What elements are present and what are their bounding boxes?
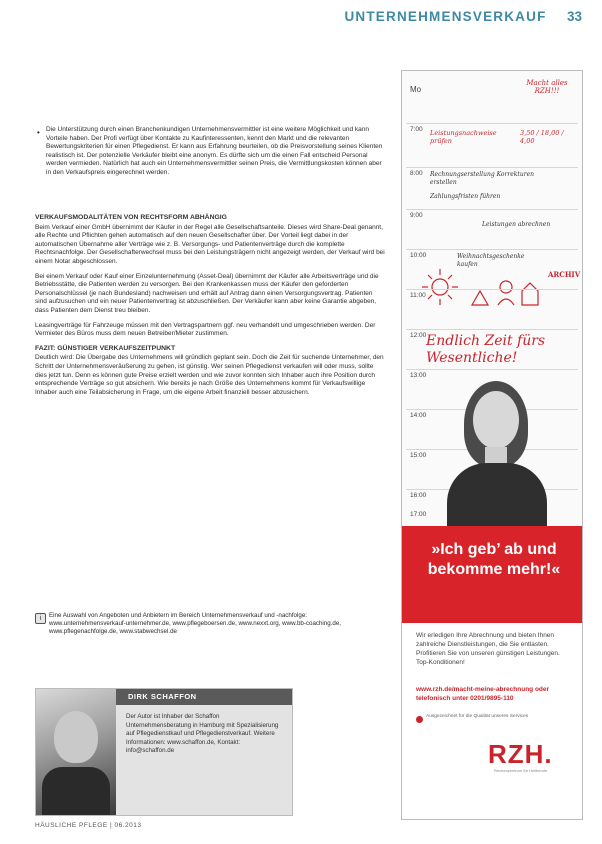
paragraph: Deutlich wird: Die Übergabe des Unternehmens will gründlich geplant sein. Doch die Zeit für suchende Unternehmer, den Schritt der Unternehmensveräußerung zu gehen, ist günstig. Wer seinen Pflegedienst verkaufen will oder muss, sollte dies jetzt tun. Denn es können gute Preise erzielt werden und wie zuvor konnten sich Inhaber auch ihre Position durch entsprechende Verträge so gut absichern. Wie bereits je nach Größe des Unternehmens kommt für Verkaufswillige Inhaber auch eine Teilabsicherung in Frage, um die eigene Arbeit finanziell besser abzusichern. xyxy=(35,354,384,396)
rzh-logo: RZH. xyxy=(488,739,553,769)
planner-line xyxy=(406,167,578,168)
ad-tagline: Endlich Zeit fürs Wesentliche! xyxy=(426,333,546,366)
paragraph: Leasingverträge für Fahrzeuge müssen mit den Vertragspartnern ggf. neu verhandelt und umgeschrieben werden. Der Vermieter des Büros muss dem neuen Betreiber/Mieter zustimmen. xyxy=(35,321,376,338)
advertisement xyxy=(401,70,583,820)
page-footer: HÄUSLICHE PFLEGE | 06.2013 xyxy=(35,822,142,829)
handwriting-red: Macht alles RZH!!! xyxy=(526,79,568,95)
ad-slogan-box xyxy=(402,526,582,623)
planner-line xyxy=(406,289,578,290)
planner-line xyxy=(406,369,578,370)
section-heading: VERKAUFSMODALITÄTEN VON RECHTSFORM ABHÄNGIG xyxy=(35,214,227,221)
page-number: 33 xyxy=(566,9,582,24)
time-label: 14:00 xyxy=(410,412,427,419)
time-label: 16:00 xyxy=(410,492,427,499)
time-label: 17:00 xyxy=(410,511,427,518)
info-text: Eine Auswahl von Angeboten und Anbietern im Bereich Unternehmensverkauf und -nachfolge: www.unternehmensverkauf-unternehmer.de, www.pflegeboersen.de, www.nexxt.org, www.bb-coaching.de, www.pflegenachfolge.de, www.stabwechsel.de xyxy=(49,612,341,636)
handwriting-note: Leistungsnachweise prüfen xyxy=(430,129,497,145)
time-label: 12:00 xyxy=(410,332,427,339)
seal-icon xyxy=(416,716,423,723)
article-intro xyxy=(46,126,386,184)
rzh-logo-subtitle: Rechenzentrum für Heilberufe xyxy=(494,768,548,773)
author-bio: Der Autor ist Inhaber der Schaffon Unternehmensberatung in Hamburg mit Spezialisierung auf Pflegedienstkauf und Pflegedienstverkauf. Weitere Informationen: www.schaffon.de, Kontakt: info@schaffon.de xyxy=(126,713,279,755)
time-label: 10:00 xyxy=(410,252,427,259)
woman-photo xyxy=(442,371,552,526)
info-icon: i xyxy=(35,613,46,624)
handwriting-note: Leistungen abrechnen xyxy=(482,221,551,228)
page-header xyxy=(260,8,582,26)
article-body xyxy=(35,214,385,403)
day-planner xyxy=(402,71,582,526)
archive-label: ARCHIV xyxy=(548,270,581,279)
bullet-paragraph: Die Unterstützung durch einen Branchenkundigen Unternehmensvermittler ist eine weitere Möglichkeit und kann Vorteile haben. Der Profi verfügt über Kontakte zu Kaufinteressenten, kennt den Markt und die relevanten Bewertungskriterien für einen Pflegedienst. Er kann aus Erfahrung beurteilen, ob die Preisvorstellung seines Klienten realistisch ist. Der potenzielle Verkäufer bleibt eine anonym. Es dürfte sich um die einen Fall entscheid Personal werden vermieden. Natürlich hat auch ein Unternehmensvermittler seinen Preis, die Vermittlungskosten können aber in den Verkaufspreis eingerechnet werden. xyxy=(46,126,383,176)
ad-url: www.rzh.de/macht-meine-abrechnung oder telefonisch unter 0201/9895-110 xyxy=(416,686,550,702)
planner-line xyxy=(406,123,578,124)
bullet-marker: • xyxy=(37,128,40,137)
author-name: DIRK SCHAFFON xyxy=(116,689,292,705)
time-label: 11:00 xyxy=(410,292,426,299)
planner-day: Mo xyxy=(410,85,422,94)
time-label: 9:00 xyxy=(410,212,423,219)
handwriting-note: Weihnachtsgeschenke kaufen xyxy=(457,253,525,268)
author-head xyxy=(54,711,98,763)
ad-body-text: Wir erledigen Ihre Abrechnung und bieten Ihnen zahlreiche Dienstleistungen, die Sie entlasten. Profitieren Sie von unseren günstigen Leistungen. Top-Konditionen! xyxy=(416,632,560,666)
paragraph: Bei einem Verkauf oder Kauf einer Einzelunternehmung (Asset-Deal) übernimmt der Käufer alle Arbeitsverträge und die Betriebsstätte, die Patienten werden zu versorgen. Bei den Krankenkassen muss der Käufer den geforderten Personalschlüssel (je nach Bundesland) nachweisen und erhält auf Antrag dann einen Versorgungsvertrag. Patienten sind aufzusuchen und ein neuer Patientenvertrag ist abzuschließen. Der Verkäufer kann aber keine Garantie abgeben, dass Patienten dem Dienst treu bleiben. xyxy=(35,272,379,314)
author-photo xyxy=(36,689,116,815)
author-box xyxy=(35,688,293,816)
info-box xyxy=(35,612,385,637)
time-label: 8:00 xyxy=(410,170,423,177)
section-title: UNTERNEHMENSVERKAUF xyxy=(344,9,547,24)
ad-slogan: »Ich geb’ ab und bekomme mehr!« xyxy=(427,541,561,578)
woman-face xyxy=(473,391,519,449)
handwriting-note: Rechnungserstellung Korrekturen erstellen xyxy=(430,171,534,186)
handwriting-note: Zahlungsfristen führen xyxy=(430,193,501,200)
time-label: 15:00 xyxy=(410,452,427,459)
time-label: 7:00 xyxy=(410,126,423,133)
section-heading: FAZIT: GÜNSTIGER VERKAUFSZEITPUNKT xyxy=(35,344,176,352)
handwriting-prices: 3,50 / 18,00 / 4,00 xyxy=(520,129,564,145)
paragraph: Beim Verkauf einer GmbH übernimmt der Käufer in der Regel alle Gesellschaftsanteile. Dieses wird Share-Deal genannt, alle Rechte und Pflichten gehen automatisch auf den neuen Gesellschafter über. Der Vorteil liegt dabei in der automatischen Übernahme aller Verträge wie z. B. Versorgungs- und Patientenverträge durch die komplette Rechtsnachfolge. Der Gesellschafterwechsel muss bei den Leistungsträgern nicht angezeigt werden, der Verkauf wird bei einem Notar abgeschlossen. xyxy=(35,223,385,265)
woman-body xyxy=(447,463,547,526)
author-shoulders xyxy=(42,767,110,815)
planner-line xyxy=(406,249,578,250)
planner-line xyxy=(406,209,578,210)
ad-small-print: Ausgezeichnet für die Qualität unseres Services xyxy=(426,714,529,719)
time-label: 13:00 xyxy=(410,372,427,379)
planner-line xyxy=(406,329,578,330)
